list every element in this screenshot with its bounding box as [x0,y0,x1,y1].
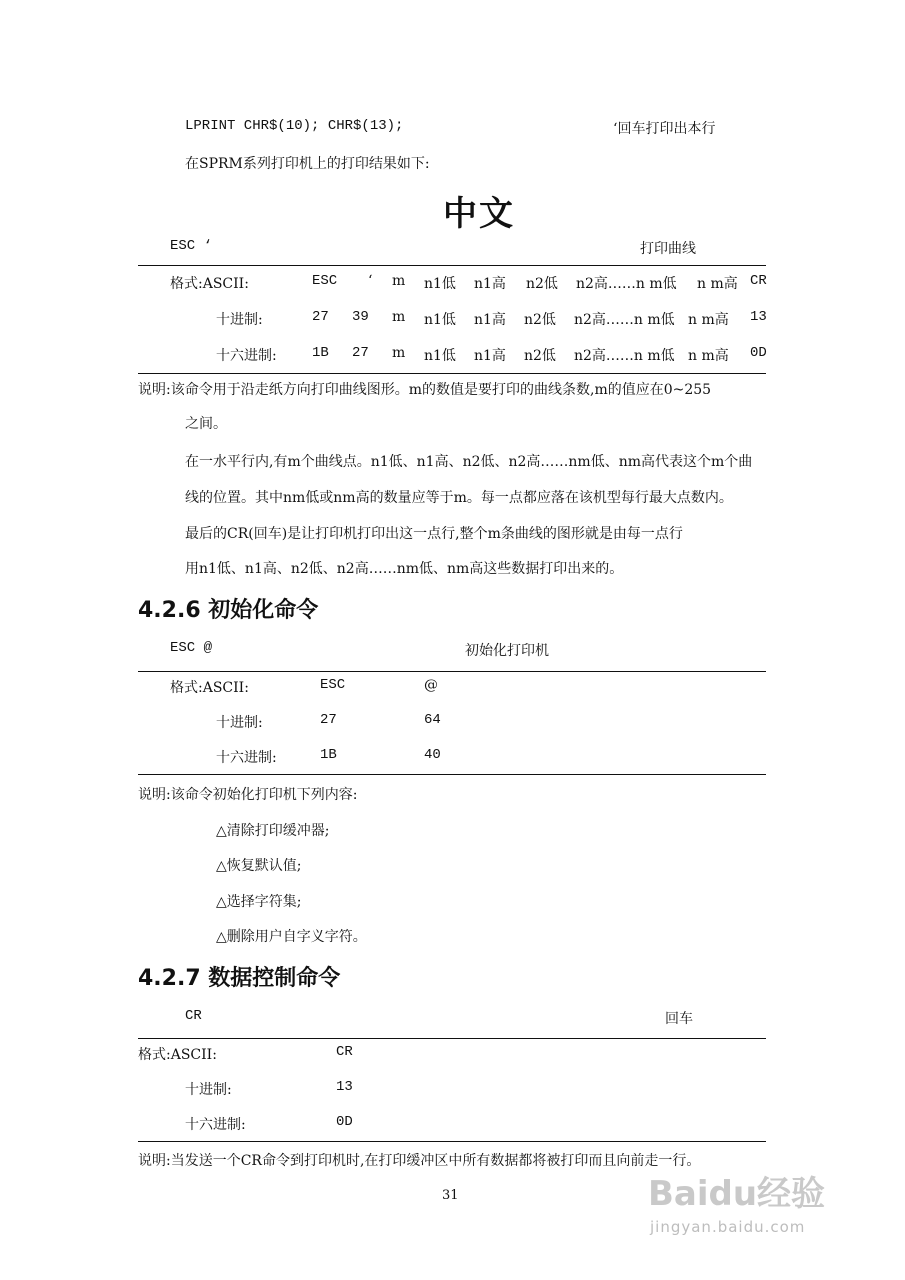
cell: ‘ [368,273,373,289]
result-text: 在SPRM系列打印机上的打印结果如下: [185,156,430,172]
cell: 27 [312,309,329,325]
cell: m [392,273,406,289]
cell: 1B [320,747,337,763]
desc-line: 说明:该命令初始化打印机下列内容: [138,787,358,803]
row-label: 十进制: [216,715,263,731]
table-top-rule [138,1038,766,1039]
cell: 0D [336,1114,353,1130]
cell: n1高 [474,348,506,364]
cell: 13 [750,309,767,325]
row-label: 十六进制: [216,348,277,364]
cell: 40 [424,747,441,763]
section-heading-427: 4.2.7 数据控制命令 [138,966,341,991]
cell: 39 [352,309,369,325]
cell: n2低 [524,312,556,328]
cell: m [392,345,406,361]
row-label: 十六进制: [216,750,277,766]
cell: 27 [320,712,337,728]
list-item: △删除用户自字义字符。 [216,929,367,945]
cell: 1B [312,345,329,361]
cell: n2高……n m低 [576,276,677,292]
row-label: 格式:ASCII: [138,1047,217,1063]
cell: n1高 [474,312,506,328]
cell: n m高 [688,312,729,328]
cmd-name: ESC @ [170,640,213,656]
page-number: 31 [442,1188,459,1203]
cell: ESC [320,677,346,693]
table-top-rule [138,671,766,672]
cell: n m高 [688,348,729,364]
desc-line: 说明:当发送一个CR命令到打印机时,在打印缓冲区中所有数据都将被打印而且向前走一行。 [138,1153,701,1169]
table-bottom-rule [138,774,766,775]
cell: n2高……n m低 [574,348,675,364]
list-item: △清除打印缓冲器; [216,823,330,839]
baidu-watermark-logo: Baidu经验 [648,1174,826,1214]
cell: n2低 [526,276,558,292]
cell: 27 [352,345,369,361]
row-label: 十六进制: [185,1117,246,1133]
code-comment: ‘回车打印出本行 [613,121,716,137]
desc-line: 说明:该命令用于沿走纸方向打印曲线图形。m的数值是要打印的曲线条数,m的值应在0~255 [138,382,712,398]
sample-output: 中文 [443,194,515,234]
cell: n1低 [424,312,456,328]
cell: n1低 [424,276,456,292]
list-item: △选择字符集; [216,894,302,910]
desc-line: 用n1低、n1高、n2低、n2高……nm低、nm高这些数据打印出来的。 [185,561,624,577]
row-label: 十进制: [216,312,263,328]
cell: @ [424,677,438,693]
cell: 0D [750,345,767,361]
cell: 64 [424,712,441,728]
desc-line: 之间。 [185,416,227,432]
code-line: LPRINT CHR$(10); CHR$(13); [185,118,404,134]
cmd-name: CR [185,1008,202,1024]
desc-line: 在一水平行内,有m个曲线点。n1低、n1高、n2低、n2高……nm低、nm高代表这个m个曲 [185,454,753,470]
section-heading-426: 4.2.6 初始化命令 [138,598,319,623]
list-item: △恢复默认值; [216,858,302,874]
cell: m [392,309,406,325]
cell: n1低 [424,348,456,364]
cell: CR [750,273,767,289]
table-bottom-rule [138,373,766,374]
cell: n2低 [524,348,556,364]
row-label: 格式:ASCII: [170,680,249,696]
table-bottom-rule [138,1141,766,1142]
cell: 13 [336,1079,353,1095]
table-top-rule [138,265,766,266]
cell: n2高……n m低 [574,312,675,328]
desc-line: 线的位置。其中nm低或nm高的数量应等于m。每一点都应落在该机型每行最大点数内。 [185,490,733,506]
cmd-function: 回车 [665,1011,693,1027]
cell: ESC [312,273,338,289]
cmd-function: 打印曲线 [640,241,696,257]
row-label: 十进制: [185,1082,232,1098]
cmd-name: ESC ‘ [170,238,213,254]
desc-line: 最后的CR(回车)是让打印机打印出这一点行,整个m条曲线的图形就是由每一点行 [185,526,683,542]
cell: CR [336,1044,353,1060]
baidu-watermark-url: jingyan.baidu.com [650,1218,806,1236]
cell: n1高 [474,276,506,292]
row-label: 格式:ASCII: [170,276,249,292]
cell: n m高 [697,276,738,292]
cmd-function: 初始化打印机 [465,643,549,659]
